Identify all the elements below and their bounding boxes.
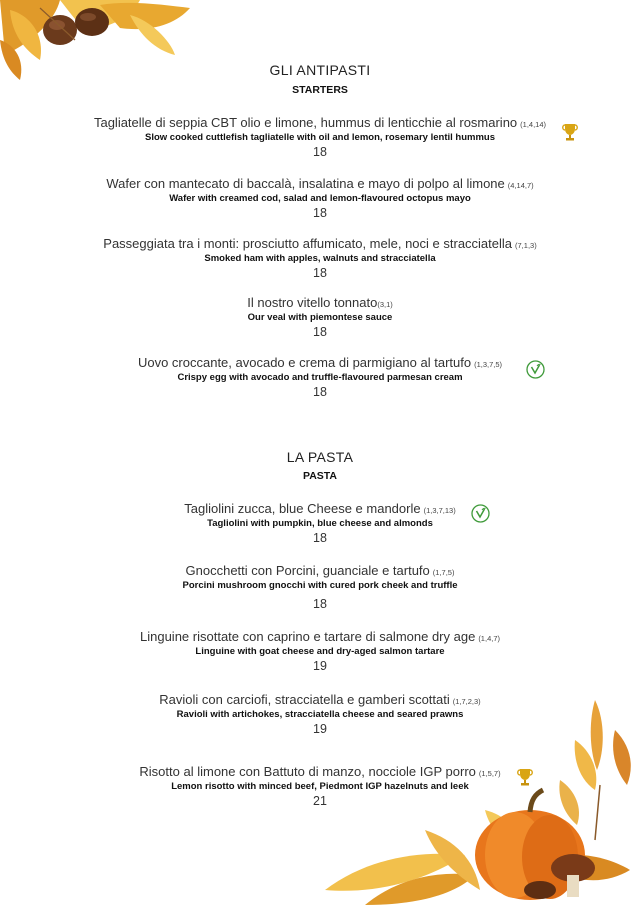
menu-item xyxy=(0,692,640,736)
dish-price: 18 xyxy=(313,206,327,220)
allergen-codes: (1,4,14) xyxy=(520,120,547,129)
dish-name-italian: Tagliolini zucca, blue Cheese e mandorle xyxy=(184,501,421,516)
allergen-codes: (1,3,7,13) xyxy=(423,506,456,515)
menu-item xyxy=(0,501,640,545)
section-subtitle-starters: STARTERS xyxy=(292,84,348,96)
menu-item xyxy=(0,176,640,220)
dish-price: 18 xyxy=(313,145,327,159)
menu-item xyxy=(0,236,640,280)
menu-item xyxy=(0,115,640,159)
vegetarian-icon xyxy=(471,504,490,523)
dish-name-english: Linguine with goat cheese and dry-aged salmon tartare xyxy=(195,646,445,657)
dish-price: 19 xyxy=(313,659,327,673)
dish-price: 18 xyxy=(313,531,327,545)
section-subtitle-pasta: PASTA xyxy=(302,470,338,482)
allergen-codes: (1,3,7,5) xyxy=(474,360,503,369)
allergen-codes: (1,4,7) xyxy=(478,634,500,643)
dish-name-italian: Wafer con mantecato di baccalà, insalatina e mayo di polpo al limone xyxy=(106,176,505,191)
section-title-antipasti: GLI ANTIPASTI xyxy=(269,62,371,78)
dish-name-english: Ravioli with artichokes, stracciatella cheese and seared prawns xyxy=(176,709,464,720)
dish-name-english: Lemon risotto with minced beef, Piedmont IGP hazelnuts and leek xyxy=(171,781,469,792)
dish-name-english: Slow cooked cuttlefish tagliatelle with oil and lemon, rosemary lentil hummus xyxy=(145,132,495,143)
dish-name-english: Tagliolini with pumpkin, blue cheese and almonds xyxy=(207,518,433,529)
allergen-codes: (1,7,5) xyxy=(432,568,455,577)
allergen-codes: (4,14,7) xyxy=(507,181,534,190)
allergen-codes: (1,7,2,3) xyxy=(452,697,481,706)
dish-price: 18 xyxy=(313,597,327,611)
menu-item xyxy=(0,629,640,673)
dish-name-english: Wafer with creamed cod, salad and lemon-flavoured octopus mayo xyxy=(169,193,471,204)
menu-item xyxy=(0,295,640,339)
trophy-icon xyxy=(562,123,578,141)
dish-price: 18 xyxy=(313,266,327,280)
section-title-pasta: LA PASTA xyxy=(286,449,354,465)
dish-name-english: Our veal with piemontese sauce xyxy=(247,312,393,323)
dish-name-english: Porcini mushroom gnocchi with cured pork cheek and truffle xyxy=(182,580,458,591)
dish-name-italian: Il nostro vitello tonnato xyxy=(247,295,378,310)
dish-name-italian: Linguine risottate con caprino e tartare di salmone dry age xyxy=(140,629,476,644)
dish-price: 18 xyxy=(313,325,327,339)
dish-price: 18 xyxy=(313,385,327,399)
menu-item xyxy=(0,563,640,611)
dish-name-italian: Uovo croccante, avocado e crema di parmigiano al tartufo xyxy=(137,355,472,370)
dish-price: 21 xyxy=(313,794,327,808)
dish-price: 19 xyxy=(313,722,327,736)
dish-name-english: Smoked ham with apples, walnuts and stracciatella xyxy=(204,253,436,264)
dish-name-italian: Passeggiata tra i monti: prosciutto affumicato, mele, noci e stracciatella xyxy=(103,236,513,251)
allergen-codes: (3,1) xyxy=(377,300,393,309)
dish-name-italian: Risotto al limone con Battuto di manzo, nocciole IGP porro xyxy=(139,764,476,779)
vegetarian-icon xyxy=(526,360,545,379)
dish-name-italian: Ravioli con carciofi, stracciatella e gamberi scottati xyxy=(159,692,450,707)
dish-name-italian: Tagliatelle di seppia CBT olio e limone, hummus di lenticchie al rosmarino xyxy=(93,115,518,130)
allergen-codes: (7,1,3) xyxy=(515,241,537,250)
menu-item xyxy=(0,764,640,808)
dish-name-italian: Gnocchetti con Porcini, guanciale e tartufo xyxy=(185,563,430,578)
trophy-icon xyxy=(517,768,533,786)
allergen-codes: (1,5,7) xyxy=(478,769,501,778)
dish-name-english: Crispy egg with avocado and truffle-flavoured parmesan cream xyxy=(177,372,463,383)
